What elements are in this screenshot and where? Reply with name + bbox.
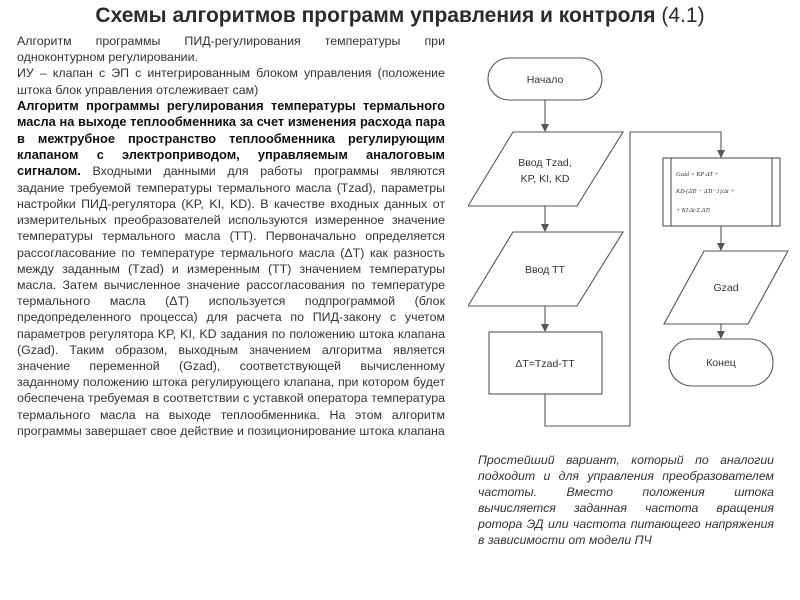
slide-title-text: Схемы алгоритмов программ управления и контроля bbox=[95, 4, 656, 27]
delta-t-label: ΔT=Tzad-TT bbox=[515, 358, 575, 370]
flowchart-caption: Простейший вариант, который по аналогии подходит и для управления преобразователем частоты. Вместо положения штока вычисляется заданная частота вращения ротора ЭД или частота питающего напряжения в зависимости от модели ПЧ bbox=[478, 453, 774, 547]
slide-title-ref: (4.1) bbox=[661, 4, 705, 27]
description-para-3-bold: Алгоритм программы регулирования температуры термального масла на выходе теплообменника за счет изменения расхода пара в межтрубное пространство теплообменника регулирующим клапаном с электроприводом, управляемым аналоговым сигналом. bbox=[17, 97, 445, 179]
pid-formula-line3: + KI·Δt·Σ ΔTi bbox=[676, 207, 710, 214]
input-params-label-line2: KP, KI, KD bbox=[520, 173, 570, 185]
algorithm-flowchart bbox=[468, 36, 800, 456]
pid-formula-line2: KD·(ΔTi − ΔTi−1)/Δt + bbox=[676, 188, 735, 195]
input-params-block bbox=[468, 132, 623, 206]
description-para-1: Алгоритм программы ПИД-регулирования температуры при одноконтурном регулировании. bbox=[17, 34, 445, 65]
description-para-2: ИУ – клапан с ЭП с интегрированным блоком управления (положение штока блок управления отслеживает сам) bbox=[17, 66, 445, 97]
slide-title bbox=[0, 4, 800, 28]
end-label: Конец bbox=[706, 357, 736, 369]
input-params-label-line1: Ввод Tzad, bbox=[518, 157, 572, 169]
pid-formula-line1: Gzad = KP·ΔT + bbox=[676, 171, 719, 178]
description-column bbox=[17, 33, 445, 439]
output-gzad-label: Gzad bbox=[713, 282, 739, 294]
description-para-3 bbox=[17, 98, 445, 439]
description-para-3-rest: Входными данными для работы программы являются задание требуемой температуры термального масла (Tzad), параметры настройки ПИД-регулятора (KP, KI, KD). В качестве входных данных от измерительных преобразователей используются измеренное значение температуры термального масла (TT). Первоначально определяется рассогласование по температуре термального масла (ΔT) как разность между заданным (Tzad) и измеренным (TT) значением температуры масла. Затем вычисленное значение рассогласования по температуре термального масла (ΔT) используется подпрограммой (блок предопределенного процесса) для расчета по ПИД-закону с учетом параметров регулятора KP, KI, KD задания по положению штока клапана (Gzad). Таким образом, выходным значением алгоритма является значение переменной (Gzad), соответствующей вычисленному заданному положению штока регулирующего клапана, при котором будет обеспечена требуемая в соответствии с уставкой оператора температура термального масла на выходе теплообменника. На этом алгоритм программы завершает свое действие и позиционирование штока клапана bbox=[17, 164, 445, 438]
start-label: Начало bbox=[526, 74, 564, 86]
input-tt-label: Ввод TT bbox=[525, 264, 565, 276]
